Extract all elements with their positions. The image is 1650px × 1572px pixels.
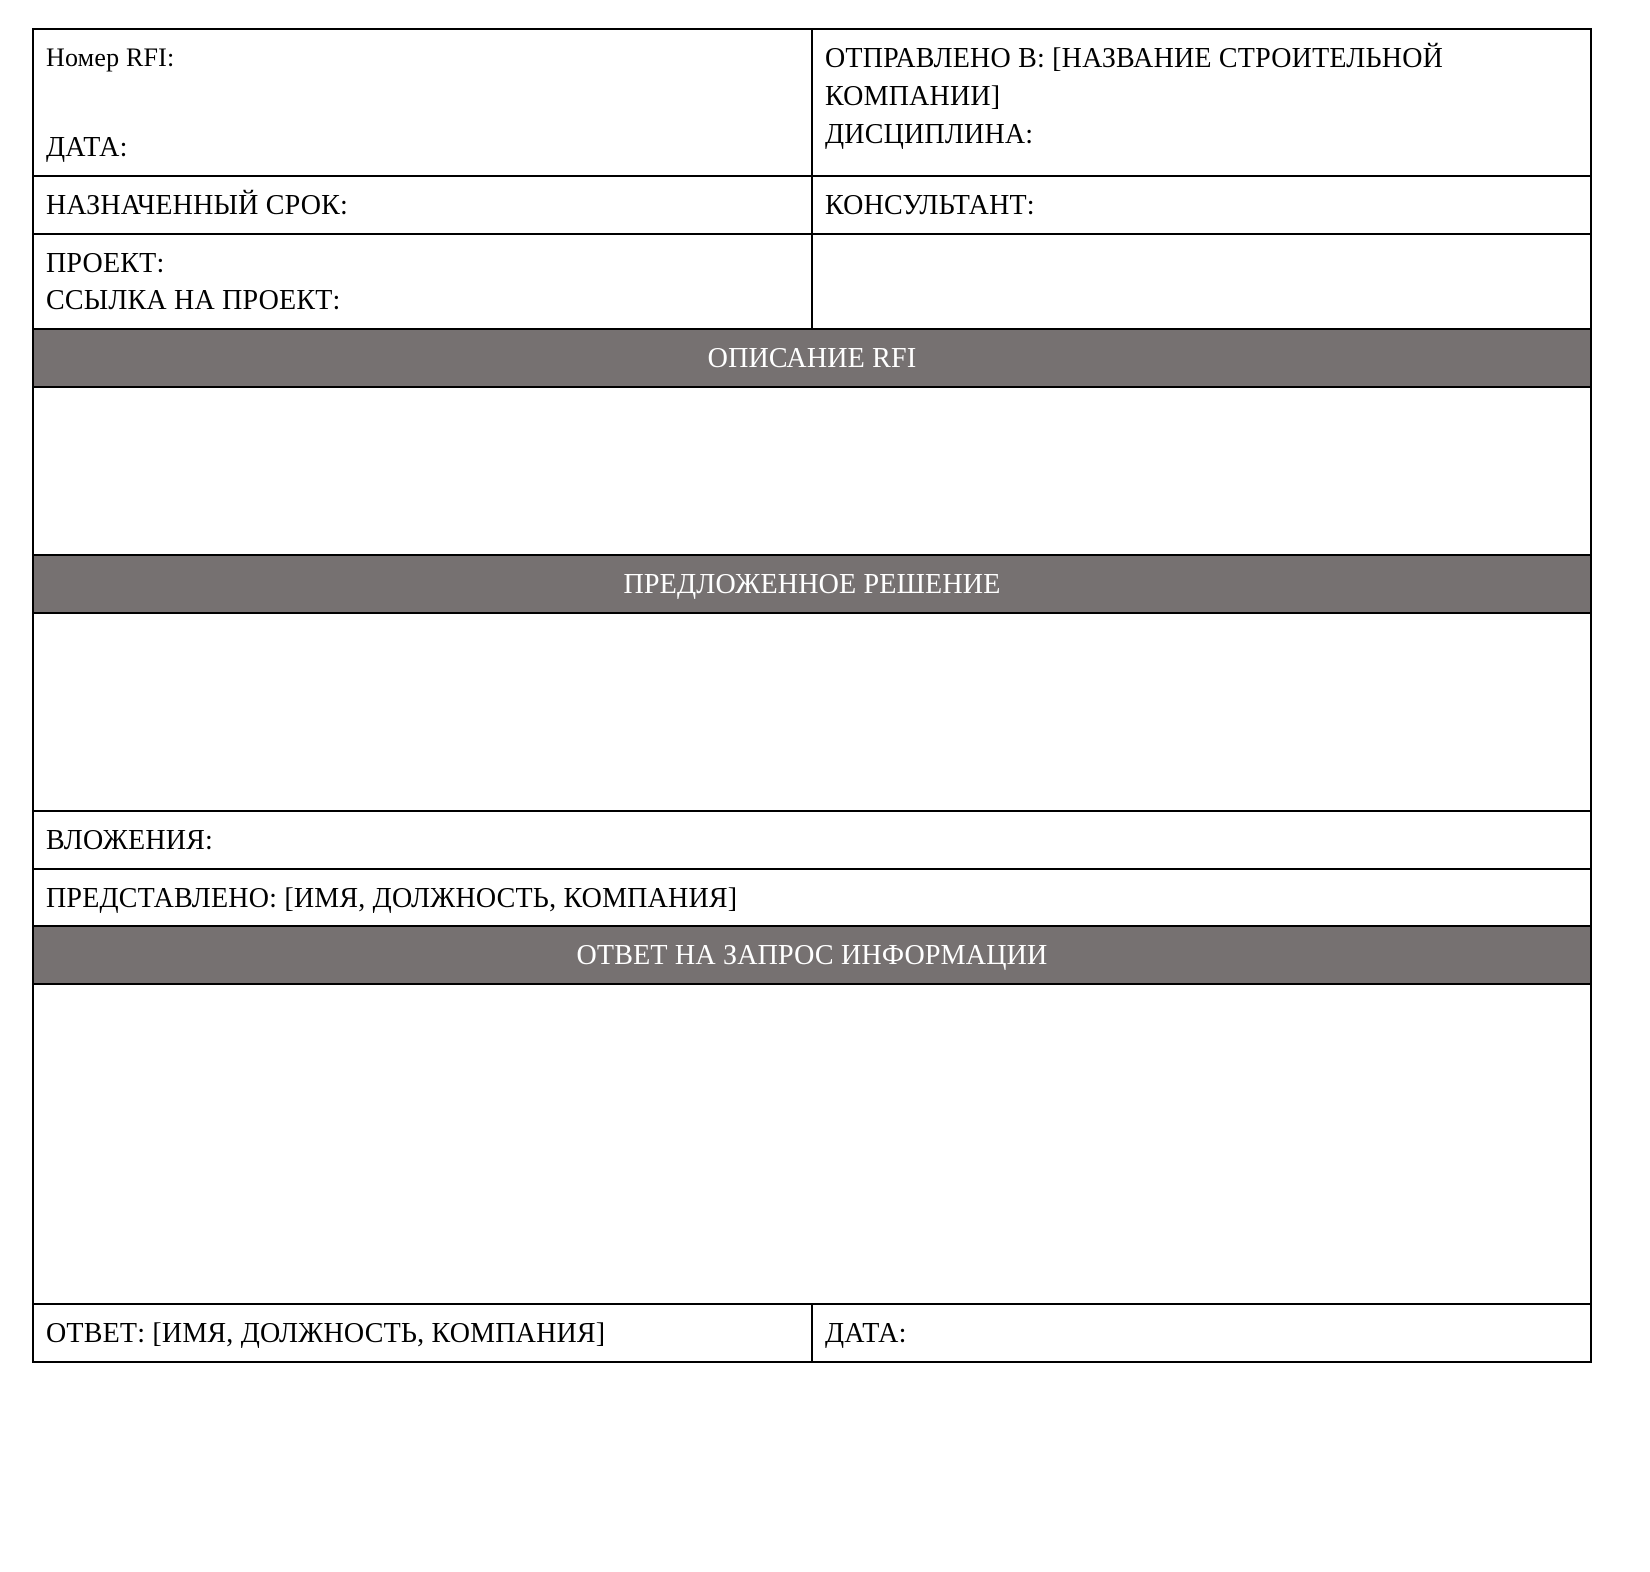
label-project-reference: ССЫЛКА НА ПРОЕКТ: (46, 285, 341, 317)
section-header-answer (33, 926, 1591, 984)
rfi-form-table (32, 28, 1592, 1363)
section-header-proposed-solution-label: ПРЕДЛОЖЕННОЕ РЕШЕНИЕ (33, 555, 1591, 613)
field-submitted-by[interactable]: ПРЕДСТАВЛЕНО: [ИМЯ, ДОЛЖНОСТЬ, КОМПАНИЯ] (33, 869, 1591, 927)
field-description-body[interactable] (33, 387, 1591, 555)
cell-sent-to-discipline (812, 29, 1591, 176)
cell-consultant (812, 176, 1591, 234)
field-answer-by[interactable]: ОТВЕТ: [ИМЯ, ДОЛЖНОСТЬ, КОМПАНИЯ] (33, 1304, 812, 1362)
field-attachments[interactable]: ВЛОЖЕНИЯ: (33, 811, 1591, 869)
label-consultant: КОНСУЛЬТАНТ: (825, 189, 1035, 221)
section-header-proposed-solution (33, 555, 1591, 613)
section-header-description (33, 329, 1591, 387)
section-header-description-label: ОПИСАНИЕ RFI (33, 329, 1591, 387)
blank-space (46, 75, 799, 129)
table-row-proposed-solution-body (33, 613, 1591, 811)
label-date: ДАТА: (46, 132, 128, 164)
label-due-date: НАЗНАЧЕННЫЙ СРОК: (46, 189, 349, 221)
table-row-project (33, 234, 1591, 330)
label-rfi-number: Номер RFI: (46, 43, 175, 72)
table-row-due-date-consultant (33, 176, 1591, 234)
label-discipline: ДИСЦИПЛИНА: (825, 118, 1034, 150)
table-row-submitted-by (33, 869, 1591, 927)
table-row-answer-body (33, 984, 1591, 1304)
cell-rfi-number-date (33, 29, 812, 176)
label-project: ПРОЕКТ: (46, 247, 165, 279)
table-row-attachments (33, 811, 1591, 869)
cell-project-right-blank (812, 234, 1591, 330)
label-sent-to: ОТПРАВЛЕНО В: [НАЗВАНИЕ СТРОИТЕЛЬНОЙ КОМПАНИИ] (825, 43, 1451, 112)
field-answer-date[interactable]: ДАТА: (812, 1304, 1591, 1362)
cell-project (33, 234, 812, 330)
field-answer-body[interactable] (33, 984, 1591, 1304)
table-row-description-body (33, 387, 1591, 555)
cell-due-date (33, 176, 812, 234)
field-proposed-solution-body[interactable] (33, 613, 1591, 811)
section-header-answer-label: ОТВЕТ НА ЗАПРОС ИНФОРМАЦИИ (33, 926, 1591, 984)
table-row-rfi-number-date (33, 29, 1591, 176)
table-row-answer-footer (33, 1304, 1591, 1362)
